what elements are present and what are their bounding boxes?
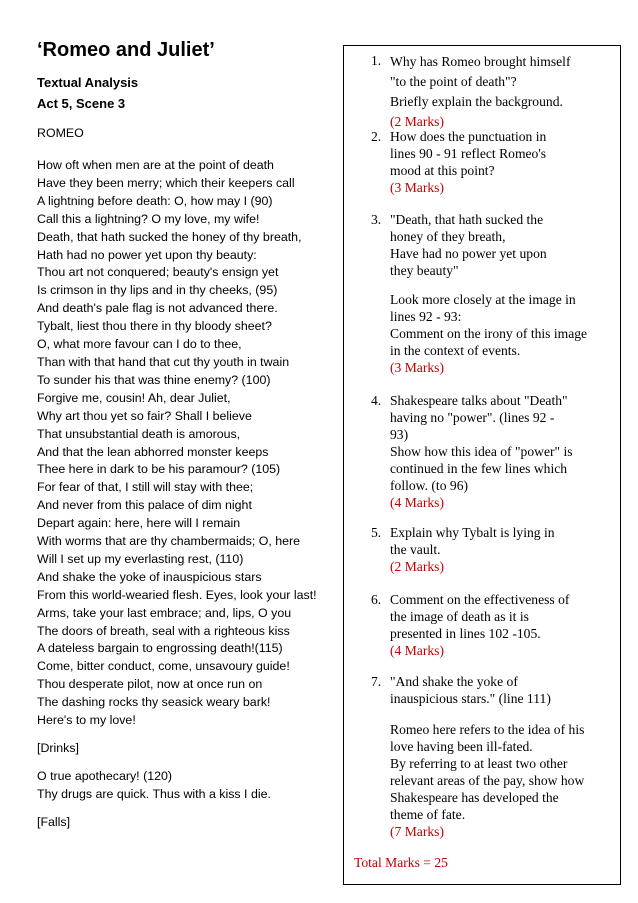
speech-line: Thou art not conquered; beauty's ensign yet (37, 265, 279, 280)
speech-line: The dashing rocks thy seasick weary bark! (37, 695, 271, 710)
question-number: 1. (371, 53, 382, 68)
speech-line: Why art thou yet so fair? Shall I believe (37, 408, 252, 423)
speech-line: Come, bitter conduct, come, unsavoury guide! (37, 659, 290, 674)
question-3-followup (390, 291, 615, 376)
speech-block (37, 157, 342, 730)
question-line: "to the point of death"? (390, 74, 517, 89)
question-marks: (2 Marks) (390, 559, 444, 574)
stage-direction-falls (37, 814, 342, 832)
question-line: Shakespeare talks about "Death" (390, 393, 568, 408)
speech-line: And never from this palace of dim night (37, 498, 252, 513)
question-line: in the context of events. (390, 343, 521, 358)
question-5 (371, 524, 615, 575)
stage-direction-drinks (37, 740, 342, 758)
speech-line: O, what more favour can I do to thee, (37, 337, 242, 352)
question-line: Explain why Tybalt is lying in (390, 525, 555, 540)
question-line: love having been ill-fated. (390, 739, 533, 754)
stage-direction: [Drinks] (37, 741, 79, 755)
speech-line: Thy drugs are quick. Thus with a kiss I die. (37, 786, 271, 801)
subtitle-act-scene: Act 5, Scene 3 (37, 96, 126, 111)
closing-lines (37, 768, 342, 804)
question-marks: (2 Marks) (390, 114, 444, 129)
question-line: they beauty" (390, 263, 459, 278)
question-4 (371, 392, 615, 511)
speech-line: That unsubstantial death is amorous, (37, 426, 241, 441)
question-line: Have had no power yet upon (390, 246, 547, 261)
question-number: 5. (371, 525, 382, 540)
question-marks: (4 Marks) (390, 643, 444, 658)
question-line: Show how this idea of "power" is (390, 444, 573, 459)
question-line: the vault. (390, 542, 441, 557)
speech-line: Hath had no power yet upon thy beauty: (37, 247, 257, 262)
speech-line: Tybalt, liest thou there in thy bloody sheet? (37, 319, 272, 334)
speech-line: And death's pale flag is not advanced there. (37, 301, 278, 316)
speech-line: Will I set up my everlasting rest, (110) (37, 551, 244, 566)
total-marks: Total Marks = 25 (354, 855, 448, 870)
page-title: ‘Romeo and Juliet’ (37, 39, 215, 61)
speech-line: A lightning before death: O, how may I (90) (37, 193, 273, 208)
question-line: inauspicious stars." (line 111) (390, 691, 551, 706)
question-marks: (7 Marks) (390, 824, 444, 839)
question-line: "Death, that hath sucked the (390, 212, 544, 227)
question-line: theme of fate. (390, 807, 466, 822)
speech-line: Thou desperate pilot, now at once run on (37, 677, 263, 692)
question-line: "And shake the yoke of (390, 674, 518, 689)
speech-line: From this world-wearied flesh. Eyes, look your last! (37, 587, 317, 602)
question-1 (371, 52, 615, 132)
speech-line: To sunder his that was thine enemy? (100) (37, 372, 271, 387)
speech-line: Than with that hand that cut thy youth in twain (37, 354, 290, 369)
question-number: 4. (371, 393, 382, 408)
speech-line: Have they been merry; which their keepers call (37, 175, 295, 190)
question-number: 2. (371, 129, 382, 144)
question-line: Briefly explain the background. (390, 94, 563, 109)
text-extract (37, 38, 342, 832)
speech-line: How oft when men are at the point of death (37, 158, 274, 172)
speech-line: For fear of that, I still will stay with thee; (37, 480, 254, 495)
subtitle-textual-analysis: Textual Analysis (37, 75, 139, 90)
speech-line: With worms that are thy chambermaids; O, here (37, 534, 301, 549)
questions-box (343, 45, 621, 885)
question-marks: (3 Marks) (390, 180, 444, 195)
question-line: relevant areas of the pay, show how (390, 773, 585, 788)
question-line: How does the punctuation in (390, 129, 547, 144)
speech-line: Here's to my love! (37, 713, 136, 728)
speech-line: Depart again: here, here will I remain (37, 516, 241, 531)
question-6 (371, 591, 615, 659)
speech-line: Thee here in dark to be his paramour? (105) (37, 462, 281, 477)
speech-line: Arms, take your last embrace; and, lips, O you (37, 605, 292, 620)
question-line: Romeo here refers to the idea of his (390, 722, 585, 737)
speech-line: A dateless bargain to engrossing death!(115) (37, 641, 283, 656)
question-line: having no "power". (lines 92 - (390, 410, 555, 425)
question-line: Comment on the effectiveness of (390, 592, 570, 607)
question-line: lines 92 - 93: (390, 309, 462, 324)
question-7 (371, 673, 615, 707)
question-line: Why has Romeo brought himself (390, 54, 571, 69)
question-line: Shakespeare has developed the (390, 790, 559, 805)
question-line: continued in the few lines which (390, 461, 568, 476)
question-line: mood at this point? (390, 163, 495, 178)
question-number: 6. (371, 592, 382, 607)
speech-line: Forgive me, cousin! Ah, dear Juliet, (37, 390, 231, 405)
question-3 (371, 211, 615, 279)
question-line: By referring to at least two other (390, 756, 568, 771)
speech-line: Death, that hath sucked the honey of thy breath, (37, 229, 302, 244)
question-line: follow. (to 96) (390, 478, 469, 493)
speech-line: O true apothecary! (120) (37, 768, 172, 783)
question-line: lines 90 - 91 reflect Romeo's (390, 146, 547, 161)
question-line: honey of they breath, (390, 229, 506, 244)
question-7-followup (390, 721, 615, 840)
question-line: Comment on the irony of this image (390, 326, 588, 341)
question-line: 93) (390, 427, 409, 442)
question-line: presented in lines 102 -105. (390, 626, 541, 641)
question-marks: (3 Marks) (390, 360, 444, 375)
speaker-name: ROMEO (37, 126, 84, 140)
speech-line: And that the lean abhorred monster keeps (37, 444, 269, 459)
stage-direction: [Falls] (37, 814, 71, 829)
speech-line: The doors of breath, seal with a righteous kiss (37, 623, 290, 638)
question-number: 7. (371, 674, 382, 689)
question-2 (371, 128, 615, 196)
question-marks: (4 Marks) (390, 495, 444, 510)
question-line: the image of death as it is (390, 609, 529, 624)
speech-line: Is crimson in thy lips and in thy cheeks, (95) (37, 283, 278, 298)
speech-line: Call this a lightning? O my love, my wife! (37, 211, 260, 226)
speech-line: And shake the yoke of inauspicious stars (37, 569, 262, 584)
question-number: 3. (371, 212, 382, 227)
question-line: Look more closely at the image in (390, 292, 576, 307)
